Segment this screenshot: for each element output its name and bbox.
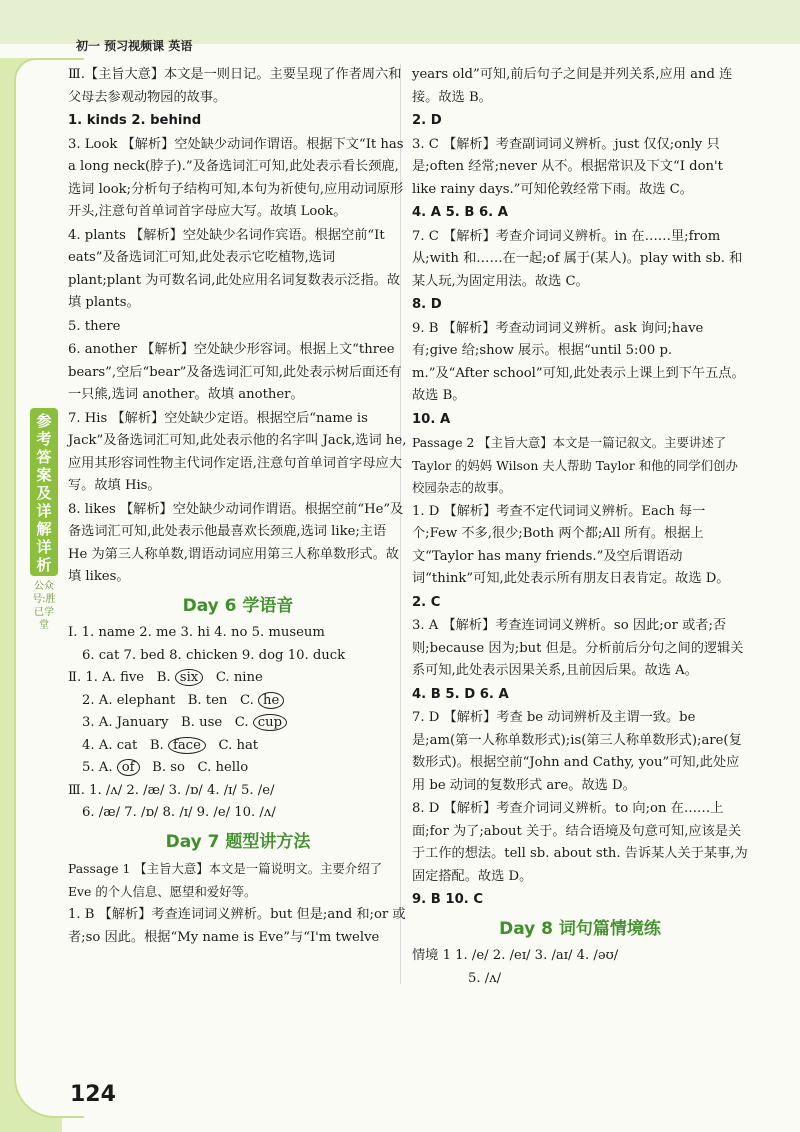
option-a: A. January: [98, 715, 169, 730]
option-a-label: A.: [98, 760, 113, 775]
side-tab: 参考答案及详解详析: [30, 408, 58, 576]
page-number: 124: [70, 1082, 116, 1107]
answer-block: 10. A: [412, 411, 451, 427]
answer-block: Ⅲ.【主旨大意】本文是一则日记。主要呈现了作者周六和父母去参观动物园的故事。: [68, 67, 402, 105]
left-column: [68, 64, 408, 950]
day6-ii-row: [68, 712, 408, 735]
option-b: B. ten: [187, 692, 228, 708]
answer-block: 1. B 【解析】考查连词词义辨析。but 但是;and 和;or 或者;so 因此。根据“My name is Eve”与“I'm twelve: [68, 907, 406, 945]
day6-iii-line: 6. /æ/ 7. /ɒ/ 8. /ɪ/ 9. /e/ 10. /ʌ/: [82, 805, 276, 820]
answer-block: 8. D: [412, 297, 442, 312]
day8-line: 5. /ʌ/: [468, 970, 502, 986]
answer-block: 7. C 【解析】考查介词词义辨析。in 在……里;from 从;with 和……在一起;of 属于(某人)。play with sb. 和某人玩,为固定用法。故选 C。: [412, 228, 743, 289]
answer-block: 2. D: [412, 113, 442, 128]
answer-block: 6. another 【解析】空处缺少形容词。根据上文“three bears”,空后“bear”及备选词汇可知,此处表示树后面还有一只熊,选词 another。故填 another。: [68, 342, 402, 402]
day6-line: Ⅰ. 1. name 2. me 3. hi 4. no 5. museum: [68, 625, 325, 640]
circled-answer: cup: [253, 714, 287, 731]
option-number: 5.: [82, 760, 95, 775]
passage1-summary: Passage 1 【主旨大意】本文是一篇说明文。主要介绍了 Eve 的个人信息、愿望和爱好等。: [68, 861, 383, 899]
day6-title: Day 6 学语音: [182, 595, 294, 616]
day6-ii-row: [68, 690, 408, 713]
option-b: B. use: [181, 715, 223, 730]
day6-ii-label: Ⅱ.: [68, 670, 82, 685]
side-watermark: 公众号:胜已学堂: [32, 581, 56, 631]
page-header: 初一 预习视频课 英语: [76, 39, 193, 53]
answer-block: 3. C 【解析】考查副词词义辨析。just 仅仅;only 只是;often 经常;never 从不。根据常识及下文“I don't like rainy days.”可知伦敦经常下雨。故选 C。: [412, 136, 723, 197]
option-c: C. hello: [197, 760, 249, 775]
day6-ii-row: [68, 757, 408, 780]
day8-line: 情境 1 1. /e/ 2. /eɪ/ 3. /aɪ/ 4. /əʊ/: [412, 948, 619, 963]
option-b-label: B.: [156, 670, 171, 685]
passage2-summary: Passage 2 【主旨大意】本文是一篇记叙文。主要讲述了 Taylor 的妈妈 Wilson 夫人帮助 Taylor 和他的同学们创办校园杂志的故事。: [412, 435, 738, 495]
circled-answer: of: [117, 759, 140, 776]
answer-block: years old”可知,前后句子之间是并列关系,应用 and 连接。故选 B。: [412, 67, 733, 105]
answer-block: 4. A 5. B 6. A: [412, 205, 508, 220]
day6-ii-row: [68, 667, 408, 690]
answer-block: 9. B 【解析】考查动词词义辨析。ask 询问;have 有;give 给;show 展示。根据“until 5:00 p. m.”及“After school”可知,此处表示上课上到下午五点。故选 B。: [412, 320, 745, 403]
day6-ii-row: [68, 735, 408, 758]
option-a: A. elephant: [98, 692, 176, 708]
answer-block: 7. His 【解析】空处缺少定语。根据空后“name is Jack”及备选词汇可知,此处表示他的名字叫 Jack,选词 he,应用其形容词性物主代词作定语,注意句首单词首字母应大写。故填 His。: [68, 410, 407, 493]
answer-block: 4. plants 【解析】空处缺少名词作宾语。根据空前“It eats”及备选词汇可知,此处表示它吃植物,选词 plant;plant 为可数名词,此处应用名词复数表示泛指。故填 plants。: [68, 227, 401, 310]
answer-block: 3. Look 【解析】空处缺少动词作谓语。根据下文“It has a long neck(脖子).”及备选词汇可知,此处表示看长颈鹿,选词 look;分析句子结构可知,本句为祈使句,应用动词原形开头,注意句首单词首字母应大写。故填 Look。: [68, 136, 404, 219]
answer-block: 1. D 【解析】考查不定代词词义辨析。Each 每一个;Few 不多,很少;Both 两个都;All 所有。根据上文“Taylor has many friends.”及空后谓语动词“think”可知,此处表示所有朋友日表肯定。故选 D。: [412, 503, 730, 586]
answer-block: 8. D 【解析】考查介词词义辨析。to 向;on 在……上面;for 为了;about 关于。结合语境及句意可知,应该是关于工作的想法。tell sb. about sth. 告诉某人关于某事,为固定搭配。故选 D。: [412, 801, 748, 884]
answer-block: 8. likes 【解析】空处缺少动词作谓语。根据空前“He”及备选词汇可知,此处表示他最喜欢长颈鹿,选词 like;主语 He 为第三人称单数,谓语动词应用第三人称单数形式。故填 likes。: [68, 501, 404, 584]
circled-answer: face: [168, 737, 206, 754]
answer-block: 1. kinds 2. behind: [68, 113, 202, 128]
option-c: C. nine: [215, 670, 263, 685]
answer-block: 2. C: [412, 594, 441, 610]
option-number: 4.: [82, 737, 95, 753]
option-number: 3.: [82, 715, 95, 730]
day6-line: 6. cat 7. bed 8. chicken 9. dog 10. duck: [82, 647, 346, 663]
option-a: A. five: [102, 670, 145, 685]
option-b: B. so: [152, 760, 185, 775]
answer-block: 3. A 【解析】考查连词词义辨析。so 因此;or 或者;否则;because 因为;but 但是。分析前后分句之间的逻辑关系可知,此处表示因果关系,且前因后果。故选 A。: [412, 618, 744, 678]
option-a: A. cat: [98, 737, 138, 753]
option-c-label: C.: [239, 692, 254, 708]
option-c-label: C.: [234, 715, 249, 730]
answer-block: 5. there: [68, 318, 121, 334]
day6-iii-line: Ⅲ. 1. /ʌ/ 2. /æ/ 3. /ɒ/ 4. /ɪ/ 5. /e/: [68, 782, 275, 798]
option-b-label: B.: [149, 737, 164, 753]
option-c: C. hat: [218, 737, 259, 753]
answer-block: 7. D 【解析】考查 be 动词辨析及主谓一致。be 是;am(第一人称单数形式);is(第三人称单数形式);are(复数形式)。根据空前“John and Cathy, you”可知,此处应用 be 动词的复数形式 are。故选 D。: [412, 710, 742, 793]
circled-answer: he: [258, 692, 284, 709]
day8-title: Day 8 词句篇情境练: [499, 918, 661, 939]
right-column: [412, 64, 748, 990]
answer-block: 4. B 5. D 6. A: [412, 686, 509, 702]
answer-block: 9. B 10. C: [412, 892, 484, 907]
circled-answer: six: [175, 669, 203, 686]
option-number: 1.: [85, 670, 98, 685]
day7-title: Day 7 题型讲方法: [165, 831, 311, 852]
option-number: 2.: [82, 692, 95, 708]
